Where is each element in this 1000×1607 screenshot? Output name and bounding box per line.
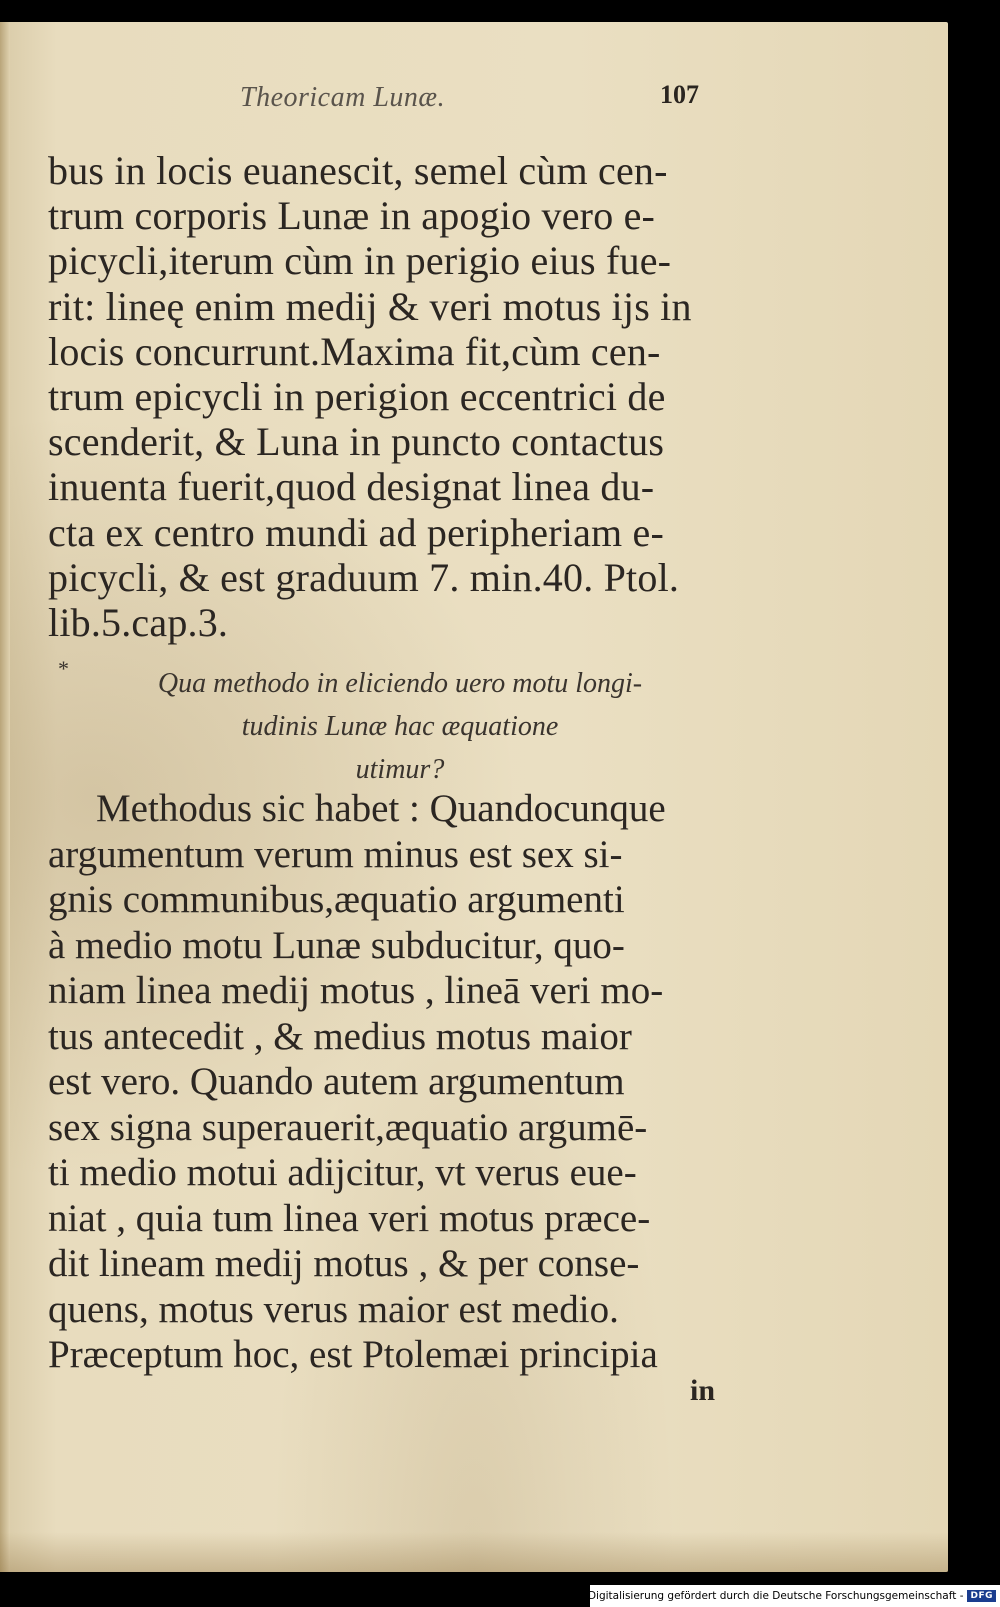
text-line: à medio motu Lunæ subducitur, quo- — [48, 923, 625, 967]
text-line: cta ex centro mundi ad peripheriam e- — [48, 509, 665, 555]
text-line: quens, motus verus maior est medio. — [48, 1287, 619, 1331]
text-line: niam linea medij motus , lineā veri mo- — [48, 969, 664, 1012]
text-line: est vero. Quando autem argumentum — [48, 1060, 625, 1103]
paragraph-2 — [48, 786, 728, 1378]
catchword: in — [690, 1374, 716, 1407]
page-gutter-edge — [0, 22, 10, 1572]
text-line: argumentum verum minus est sex si- — [48, 832, 623, 876]
question-line: utimur? — [355, 754, 445, 785]
paragraph-1 — [48, 148, 728, 645]
text-line: gnis communibus,æquatio argumenti — [48, 878, 625, 921]
text-line: ti medio motui adijcitur, vt verus eue- — [48, 1151, 637, 1194]
text-line: inuenta fuerit,quod designat linea du- — [48, 464, 655, 510]
digitization-footer — [587, 1585, 1000, 1607]
dfg-logo: DFG — [967, 1590, 996, 1602]
text-line: locis concurrunt.Maxima fit,cùm cen- — [48, 328, 661, 374]
funding-credit: Digitalisierung gefördert durch die Deutsche Forschungsgemeinschaft - — [587, 1590, 964, 1602]
text-line: Methodus sic habet : Quandocunque — [96, 787, 666, 830]
running-head: Theoricam Lunæ. — [240, 82, 446, 113]
text-line: picycli,iterum cùm in perigio eius fue- — [48, 238, 672, 284]
question-marker: * — [58, 656, 69, 681]
text-line: rit: lineę enim medij & veri motus ijs in — [48, 283, 692, 329]
page-bottom-shade — [0, 1532, 948, 1572]
text-line: scenderit, & Luna in puncto contactus — [48, 419, 665, 465]
text-line: picycli, & est graduum 7. min.40. Ptol. — [48, 554, 680, 600]
text-line: bus in locis euanescit, semel cùm cen- — [48, 148, 668, 193]
question-heading — [100, 662, 700, 791]
text-line: tus antecedit , & medius motus maior — [48, 1014, 632, 1058]
text-line: sex signa superauerit,æquatio argumē- — [48, 1105, 648, 1149]
text-line: trum corporis Lunæ in apogio vero e- — [48, 193, 656, 239]
text-line: Præceptum hoc, est Ptolemæi principia — [48, 1333, 658, 1376]
text-line: lib.5.cap.3. — [48, 600, 229, 646]
question-line: Qua methodo in eliciendo uero motu longi- — [157, 668, 643, 699]
question-line: tudinis Lunæ hac æquatione — [241, 711, 559, 742]
book-page — [0, 22, 948, 1572]
text-line: trum epicycli in perigion eccentrici de — [48, 374, 666, 420]
text-line: dit lineam medij motus , & per conse- — [48, 1242, 640, 1285]
text-line: niat , quia tum linea veri motus præce- — [48, 1196, 651, 1240]
page-number: 107 — [660, 80, 699, 109]
